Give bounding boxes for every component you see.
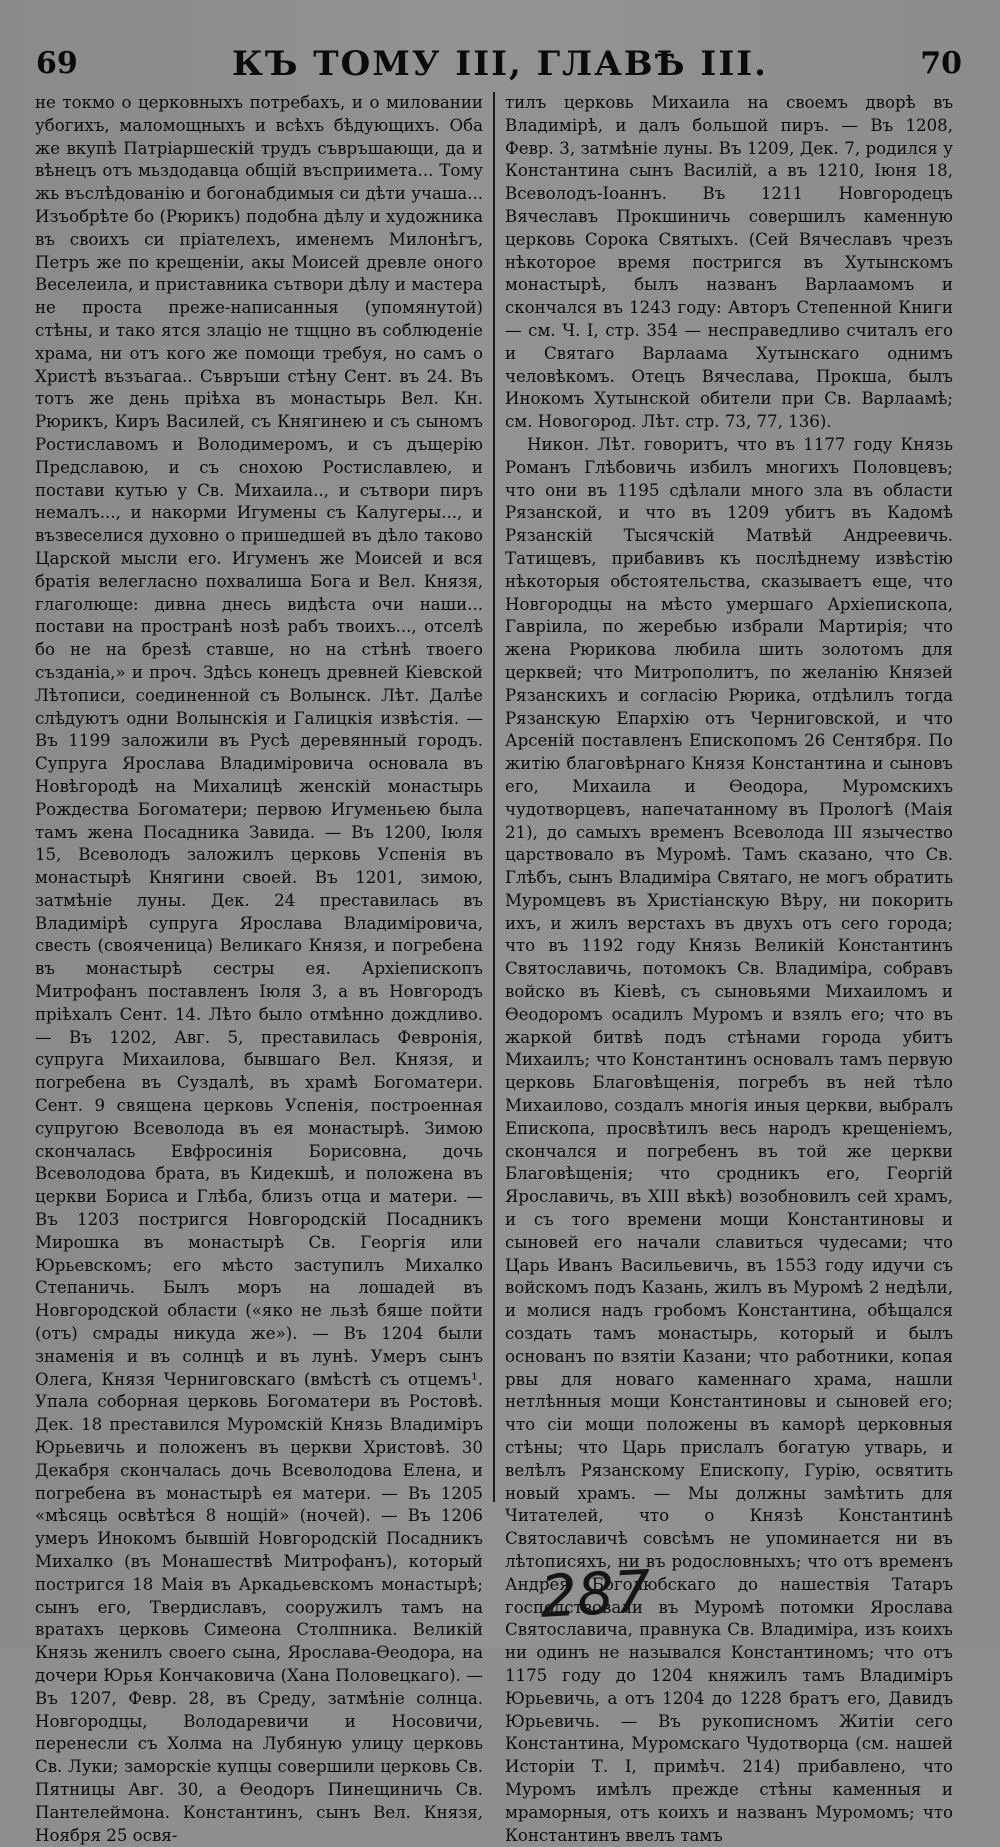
left-column-paragraph: не токмо о церковныхъ потребахъ, и о миловании убогихъ, маломощныхъ и всѣхъ бѣдующихъ. Оба же вкупѣ Патріаршескій трудъ съвръшающи, да и вѣнецъ отъ мьздодавца общій въсприимета... Тому жь въслѣдованію и богонабдимыя си дѣти учаша... Изъобрѣте бо (Рюрикъ) подобна дѣлу и художника въ своихъ си пріателехъ, именемъ Милонѣгъ, Петръ же по крещеніи, акы Моисей древле оного Веселеила, и приставника сътвори дѣлу и мастера не проста преже-написанныя (упомянутой) стѣны, и тако ятся злаціо не тщцно въ соблюденіе храма, ни отъ кого же помощи требуя, но самъ о Христѣ възъагаа.. Съвръши стѣну Сент. въ 24. Въ тотъ же день пріѣха въ монастырь Вел. Кн. Рюрикъ, Киръ Василей, съ Княгинею и съ сыномъ Ростиславомъ и Володимеромъ, и съ дъщерію Предславою, и съ снохою Ростиславлею, и постави кутью у Св. Михаила.., и сътвори пиръ немалъ..., и накорми Игумены съ Калугеры..., и възвеселися духовно о пришедшей въ дѣло таково Царской мысли его. Игуменъ же Моисей и вся братія велегласно похвалиша Бога и Вел. Князя, глаголюще: дивна днесь видѣста очи наши... постави на пространѣ нозѣ рабъ твоихъ..., отселѣ бо не на брезѣ ставше, но на стѣнѣ твоего създаніа,» и проч. Здѣсь конецъ древней Кіевской Лѣтописи, соединенной съ Волынск. Лѣт. Далѣе слѣдуютъ одни Волынскія и Галицкія извѣстія. — Въ 1199 заложили въ Русѣ деревянный городъ. Супруга Ярослава Владиміровича основала въ Новѣгородѣ на Михалицѣ женскій монастырь Рождества Богоматери; первою Игуменьею была тамъ жена Посадника Завида. — Въ 1200, Іюля 15, Всеволодъ заложилъ церковь Успенія въ монастырѣ Княгини своей. Въ 1201, зимою, затмѣніе луны. Дек. 24 преставилась въ Владимірѣ супруга Ярослава Владиміровича, свесть (свояченица) Великаго Князя, и погребена въ монастырѣ сестры ея. Архіепископъ Митрофанъ поставленъ Іюля 3, а въ Новгородъ пріѣхалъ Сент. 14. Лѣто было отмѣнно дождливо. — Въ 1202, Авг. 5, преставилась Февронія, супруга Михаилова, бывшаго Вел. Князя, и погребена въ Суздалѣ, въ храмѣ Богоматери. Сент. 9 священа церковь Успенія, построенная супругою Всеволода въ ея монастырѣ. Зимою скончалась Евфросинія Борисовна, дочь Всеволодова брата, въ Кидекшѣ, и положена въ церкви Бориса и Глѣба, близъ отца и матери. — Въ 1203 постригся Новгородскій Посадникъ Мирошка въ монастырѣ Св. Георгія или Юрьевскомъ; его мѣсто заступилъ Михалко Степаничь. Былъ моръ на лошадей въ Новгородской области («яко не льзѣ бяше пойти (отъ) смрады никуда же»). — Въ 1204 были знаменія и въ солнцѣ и въ лунѣ. Умеръ сынъ Олега, Князя Черниговскаго (вмѣстѣ съ отцемъ¹. Упала соборная церковь Богоматери въ Ростовѣ. Дек. 18 преставился Муромскій Князь Владиміръ Юрьевичь и положенъ въ церкви Христовѣ. 30 Декабря скончалась дочь Всеволодова Елена, и погребена въ монастырѣ ея матери. — Въ 1205 «мѣсяць освѣтѣся 8 нощій» (ночей). — Въ 1206 умеръ Инокомъ бывшій Новгородскій Посадникъ Михалко (въ Монашествѣ Митрофанъ), который постригся 18 Маія въ Аркадьевскомъ монастырѣ; сынъ его, Твердиславъ, сооружилъ тамъ на вратахъ церковь Симеона Столпника. Великій Князь женилъ своего сына, Ярослава-Ѳеодора, на дочери Юрья Кончаковича (Хана Половецкаго). — Въ 1207, Февр. 28, въ Среду, затмѣніе солнца. Новгородцы, Володаревичи и Носовичи, перенесли съ Холма на Лубяную улицу церковь Св. Луки; заморскіе купцы совершили церковь Св. Пятницы Авг. 30, а Ѳеодоръ Пинещиничь Св. Пантелеймона. Константинъ, сынъ Вел. Князя, Ноября 25 освя- [35, 93, 483, 1845]
running-header [30, 40, 970, 90]
column-divider [493, 92, 495, 1502]
page-number-left: 69 [36, 46, 78, 81]
right-column-paragraph-2: Никон. Лѣт. говоритъ, что въ 1177 году Князь Романъ Глѣбовичь избилъ многихъ Половцевъ; что они въ 1195 сдѣлали много зла въ области Рязанской, и что въ 1209 убитъ въ Кадомѣ Рязанскій Тысячскій Матвѣй Андреевичь. Татищевъ, прибавивъ къ послѣднему извѣстію нѣкоторыя обстоятельства, сказываетъ еще, что Новгородцы на мѣсто умершаго Архіепископа, Гавріила, по жеребью избрали Мартирія; что жена Рюрикова любила шить золотомъ для церквей; что Митрополитъ, по желанію Князей Рязанскихъ и согласію Рюрика, отдѣлилъ тогда Рязанскую Епархію отъ Черниговской, и что Арсеній поставленъ Епископомъ 26 Сентября. По житію благовѣрнаго Князя Константина и сыновъ его, Михаила и Ѳеодора, Муромскихъ чудотворцевъ, напечатанному въ Прологѣ (Маія 21), до самыхъ временъ Всеволода III язычество царствовало въ Муромѣ. Тамъ сказано, что Св. Глѣбъ, сынъ Владиміра Святаго, не могъ обратить Муромцевъ въ Христіанскую Вѣру, ни покорить ихъ, и жилъ верстахъ въ двухъ отъ сего города; что въ 1192 году Князь Великій Константинъ Святославичь, потомокъ Св. Владиміра, собравъ войско въ Кіевѣ, съ сыновьями Михаиломъ и Ѳеодоромъ осадилъ Муромъ и взялъ его; что въ жаркой битвѣ подъ стѣнами города убитъ Михаилъ; что Константинъ основалъ тамъ первую церковь Благовѣщенія, погребъ въ ней тѣло Михаилово, создалъ многія иныя церкви, выбралъ Епископа, просвѣтилъ весь народъ крещеніемъ, скончался и погребенъ въ той же церкви Благовѣщенія; что сродникъ его, Георгій Ярославичь, въ XIII вѣкѣ) возобновилъ сей храмъ, и съ того времени мощи Константиновы и сыновей его начали славиться чудесами; что Царь Иванъ Васильевичь, въ 1553 году идучи съ войскомъ подъ Казань, жилъ въ Муромѣ 2 недѣли, и молися надъ гробомъ Константина, обѣщался создать тамъ монастырь, который и былъ основанъ по взятіи Казани; что работники, копая рвы для новаго каменнаго храма, нашли нетлѣнныя мощи Константиновы и сыновей его; что сіи мощи положены въ каморѣ церковныя стѣны; что Царь прислалъ богатую утварь, и велѣлъ Рязанскому Епископу, Гурію, освятить новый храмъ. — Мы должны замѣтить для Читателей, что о Князѣ Константинѣ Святославичѣ совсѣмъ не упоминается ни въ лѣтописяхъ, ни въ родословныхъ; что отъ временъ Андрея Боголюбскаго до нашествія Татаръ господствовали въ Муромѣ потомки Ярослава Святославича, правнука Св. Владиміра, изъ коихъ ни одинъ не назывался Константиномъ; что отъ 1175 году до 1204 княжилъ тамъ Владиміръ Юрьевичь, а отъ 1204 до 1228 братъ его, Давидъ Юрьевичь. — Въ рукописномъ Житіи сего Константина, Муромскаго Чудотворца (см. нашей Исторіи Т. I, примѣч. 214) прибавлено, что Муромъ имѣлъ прежде стѣны каменныя и мраморныя, отъ коихъ и названъ Муромомъ; что Константинъ ввелъ тамъ [505, 434, 953, 1845]
right-column-paragraph-1: тилъ церковь Михаила на своемъ дворѣ въ Владимірѣ, и далъ большой пиръ. — Въ 1208, Февр. 3, затмѣніе луны. Въ 1209, Дек. 7, родился у Константина сынъ Василій, а въ 1210, Іюня 18, Всеволодъ-Іоаннъ. Въ 1211 Новгородецъ Вячеславъ Прокшиничь совершилъ каменную церковь Сорока Святыхъ. (Сей Вячеславъ чрезъ нѣкоторое время постригся въ Хутынскомъ монастырѣ, былъ названъ Варлаамомъ и скончался въ 1243 году: Авторъ Степенной Книги — см. Ч. I, стр. 354 — несправедливо считалъ его и Святаго Варлаама Хутынскаго однимъ человѣкомъ. Отецъ Вячеслава, Прокша, былъ Инокомъ Хутынской обители при Св. Варлаамѣ; см. Новогород. Лѣт. стр. 73, 77, 136). [505, 93, 953, 432]
left-text-column [35, 92, 483, 1845]
page-number-right: 70 [920, 46, 962, 81]
handwritten-folio-number: 287 [538, 1557, 653, 1631]
running-title: КЪ ТОМУ III, ГЛАВѢ III. [232, 44, 768, 84]
